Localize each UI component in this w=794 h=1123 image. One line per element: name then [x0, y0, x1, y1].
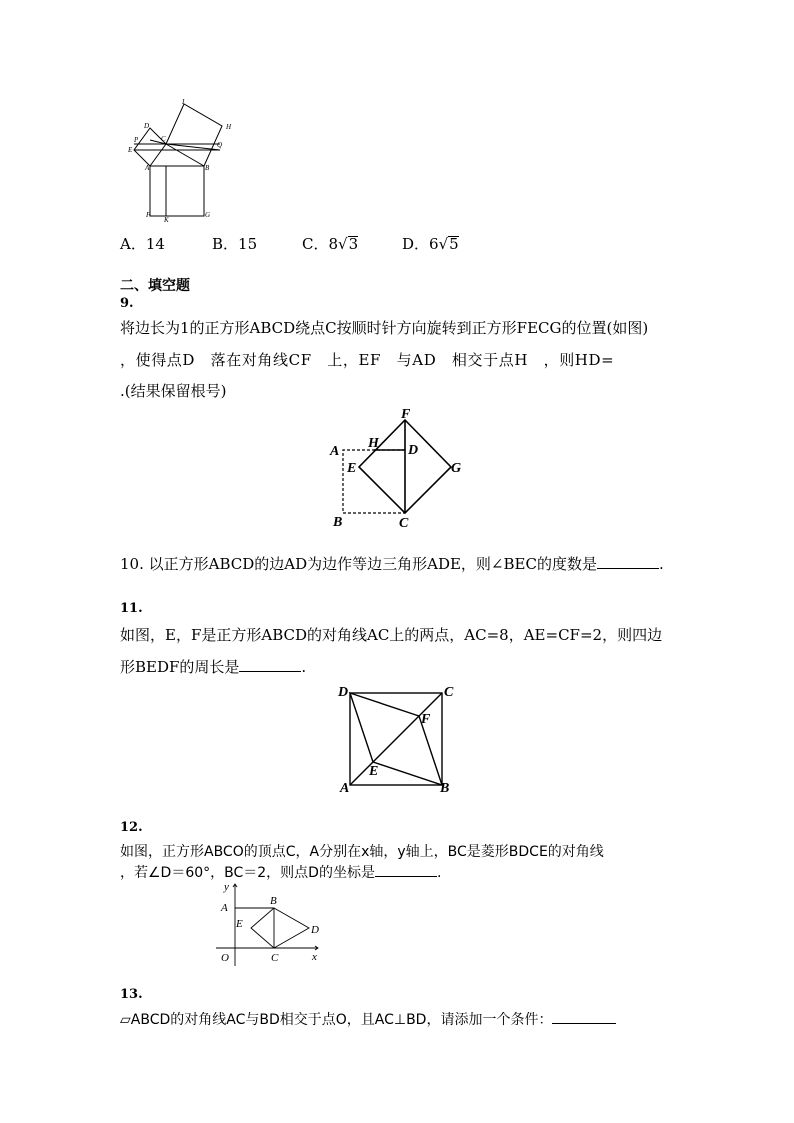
q12-number: 12. [120, 820, 143, 835]
q8-choice-a: A．14 [120, 235, 165, 253]
q10-answer-blank[interactable] [597, 554, 659, 569]
q9-label-A: A [330, 444, 340, 459]
q12-line-2: ，若∠D＝60°，BC＝2，则点D的坐标是 . [120, 862, 441, 884]
q10-prompt: 10. 以正方形ABCD的边AD为边作等边三角形ADE，则∠BEC的度数是 [120, 555, 597, 573]
q8-label-Q: Q [217, 141, 223, 149]
q12-label-C: C [271, 952, 279, 964]
q11-line-2: 形BEDF的周长是 . [120, 658, 307, 676]
q13-number: 13. [120, 987, 143, 1002]
q8-label-H: H [226, 123, 232, 131]
q11-line-1: 如图，E，F是正方形ABCD的对角线AC上的两点，AC=8，AE=CF=2，则四边 [120, 626, 663, 644]
q12-label-B: B [270, 895, 277, 907]
q8-label-B: B [205, 164, 210, 172]
q12-line-1: 如图，正方形ABCO的顶点C，A分别在x轴，y轴上，BC是菱形BDCE的对角线 [120, 844, 604, 860]
q9-label-D: D [408, 443, 419, 458]
q8-label-F: F [146, 211, 151, 219]
q11-label-E: E [369, 764, 379, 779]
q11-label-D: D [338, 685, 349, 700]
q8-label-P: P [134, 136, 139, 144]
q13-line: ▱ABCD的对角线AC与BD相交于点O，且AC⊥BD，请添加一个条件： [120, 1009, 616, 1031]
q12-answer-blank[interactable] [375, 862, 437, 877]
q12-label-x: x [312, 951, 317, 963]
square-abgf [150, 166, 204, 216]
section-title: 二、填空题 [120, 278, 190, 294]
q8-choice-c: C．8√3 [302, 235, 359, 253]
q8-choice-d: D．6√5 [402, 235, 459, 253]
q11-label-F: F [421, 712, 431, 727]
q8-label-K: K [164, 216, 169, 223]
q8-label-C: C [161, 135, 166, 143]
q8-label-E: E [128, 146, 133, 154]
q9-figure [328, 406, 468, 530]
q11-label-A: A [340, 781, 350, 796]
q9-label-F: F [401, 407, 411, 422]
q9-label-E: E [347, 461, 357, 476]
q12-figure [214, 880, 326, 968]
q12-label-E: E [236, 918, 243, 930]
q9-line-2: ，使得点D 落在对角线CF 上，EF 与AD 相交于点H ，则HD= [120, 351, 615, 369]
q12-label-A: A [221, 902, 228, 914]
q8-choice-b: B．15 [212, 235, 258, 253]
q8-label-D: D [144, 122, 150, 130]
q9-label-B: B [333, 515, 343, 530]
q11-answer-blank[interactable] [239, 657, 301, 672]
q8-label-I: I [182, 98, 185, 106]
q8-figure [120, 98, 245, 223]
q11-label-C: C [444, 685, 454, 700]
q11-figure [336, 684, 460, 796]
q9-line-1: 将边长为1的正方形ABCD绕点C按顺时针方向旋转到正方形FECG的位置(如图) [120, 319, 649, 337]
q9-label-H: H [368, 436, 379, 451]
q12-label-y: y [224, 881, 229, 893]
q9-number: 9. [120, 296, 134, 311]
q13-answer-blank[interactable] [552, 1009, 616, 1024]
q9-label-G: G [451, 461, 462, 476]
q11-label-B: B [440, 781, 450, 796]
q11-number: 11. [120, 601, 143, 616]
q8-label-A: A [145, 164, 150, 172]
q9-line-3: .(结果保留根号) [120, 382, 227, 400]
q12-label-D: D [311, 924, 319, 936]
q9-label-C: C [399, 516, 409, 530]
q12-label-O: O [221, 952, 229, 964]
q10-text: 10. 以正方形ABCD的边AD为边作等边三角形ADE，则∠BEC的度数是 . [120, 555, 664, 573]
q8-label-G: G [205, 211, 211, 219]
